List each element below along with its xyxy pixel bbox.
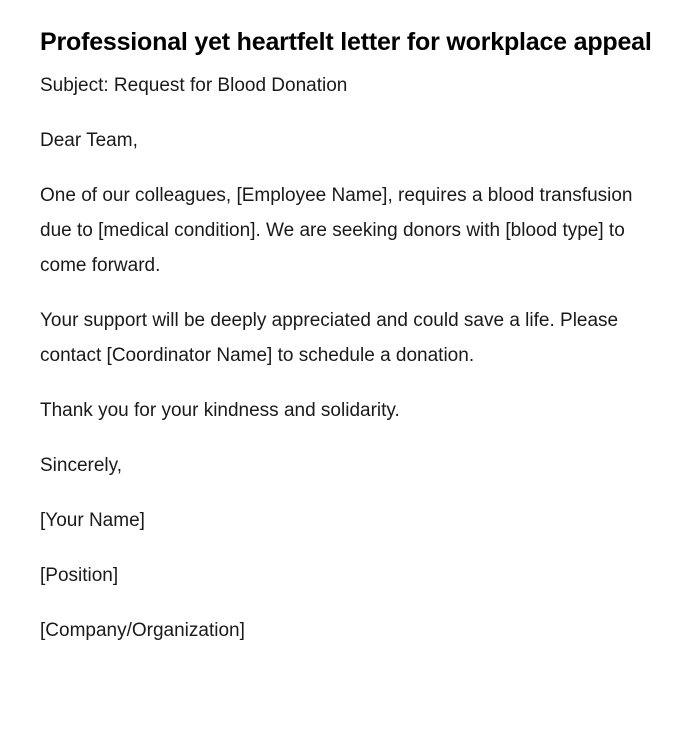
greeting: Dear Team, — [40, 130, 138, 151]
signature-company: [Company/Organization] — [40, 620, 245, 641]
closing-line: Sincerely, — [40, 455, 123, 476]
thanks-line: Thank you for your kindness and solidarity. — [40, 400, 400, 421]
body-paragraph-1: One of our colleagues, [Employee Name], requires a blood transfusion due to [medical condition]. We are seeking donors with [blood type] to come forward. — [40, 185, 633, 276]
signature-name: [Your Name] — [40, 510, 145, 531]
letter-title: Professional yet heartfelt letter for workplace appeal — [40, 28, 652, 56]
signature-position: [Position] — [40, 565, 119, 586]
subject-line: Subject: Request for Blood Donation — [40, 75, 348, 96]
body-paragraph-2: Your support will be deeply appreciated and could save a life. Please contact [Coordinator Name] to schedule a donation. — [40, 310, 619, 366]
